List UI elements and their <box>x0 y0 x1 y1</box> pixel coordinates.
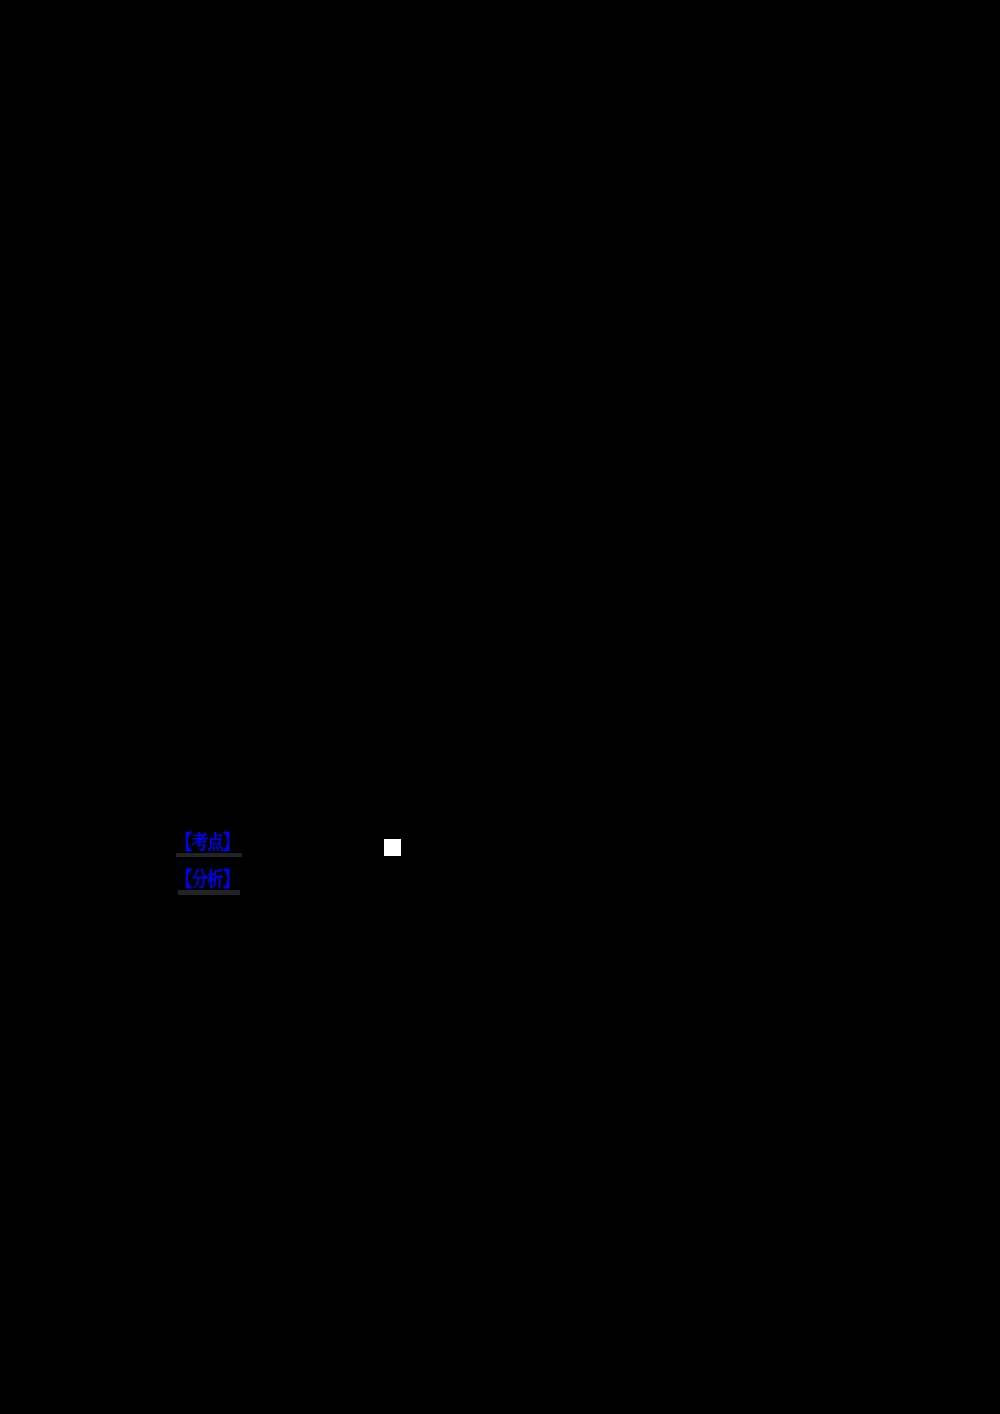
section-label-kaodian: 【考点】 <box>176 830 239 854</box>
section-label-fenxi: 【分析】 <box>176 867 239 891</box>
white-square-marker <box>384 839 401 856</box>
